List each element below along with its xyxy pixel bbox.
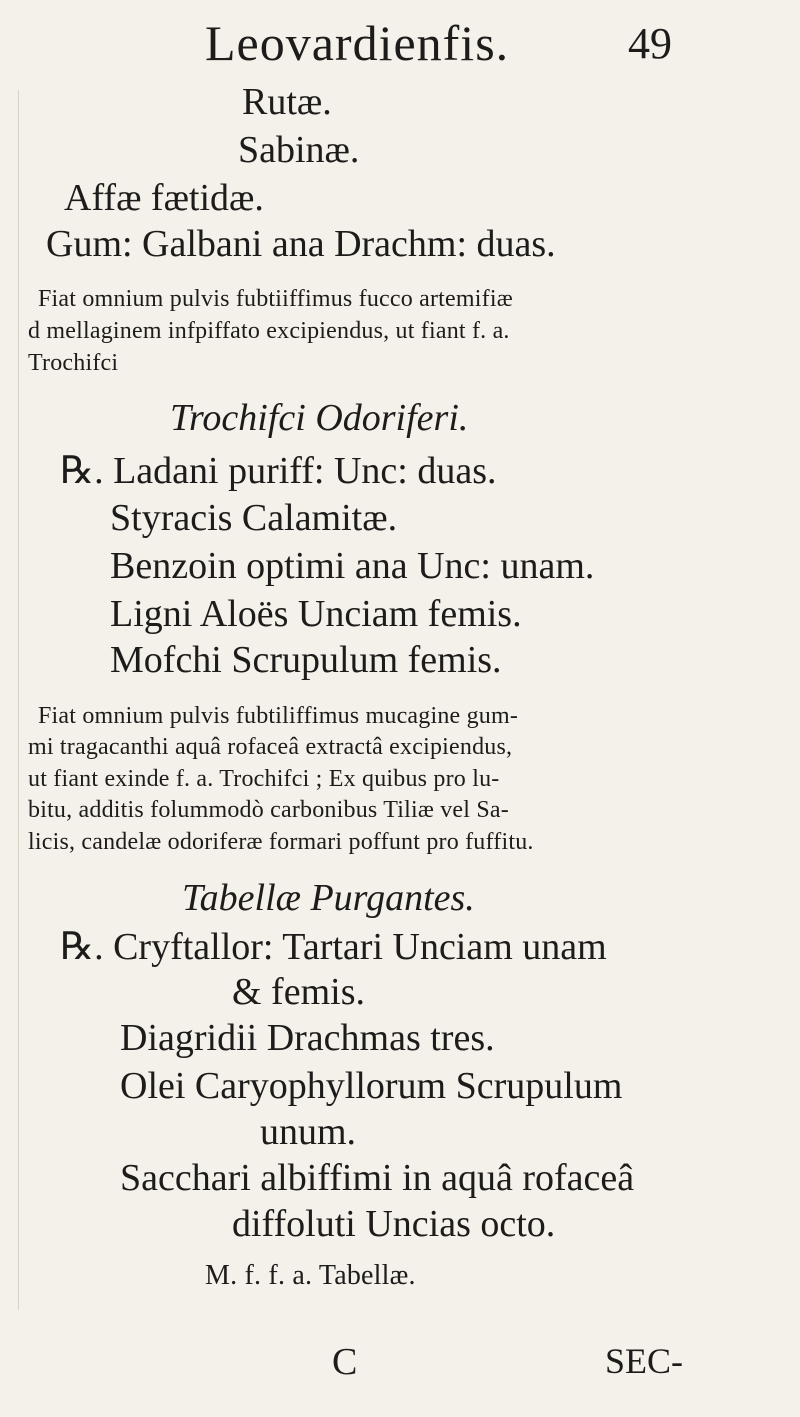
page-number: 49 xyxy=(628,19,672,68)
instruction-line: d mellaginem infpiffato excipiendus, ut fiant f. a. xyxy=(28,318,510,344)
instruction-line: mi tragacanthi aquâ rofaceâ extractâ excipiendus, xyxy=(28,734,513,760)
closing-line: M. f. f. a. Tabellæ. xyxy=(205,1260,416,1291)
ingredient-line: Styracis Calamitæ. xyxy=(110,497,398,539)
instruction-line: bitu, additis folummodò carbonibus Tiliæ vel Sa- xyxy=(28,797,509,823)
ingredient-line: Gum: Galbani ana Drachm: duas. xyxy=(46,223,556,265)
instruction-line: licis, candelæ odoriferæ formari poffunt pro fuffitu. xyxy=(28,829,534,855)
ingredient-line: Mofchi Scrupulum femis. xyxy=(110,639,502,681)
ingredient-line: Rutæ. xyxy=(242,81,332,123)
ingredient-line: Benzoin optimi ana Unc: unam. xyxy=(110,545,595,587)
page-header xyxy=(0,14,800,74)
ingredient-line: diffoluti Uncias octo. xyxy=(232,1203,556,1245)
ingredient-line: Olei Caryophyllorum Scrupulum xyxy=(120,1065,623,1107)
section-heading: Tabellæ Purgantes. xyxy=(182,877,475,919)
ingredient-line: unum. xyxy=(260,1111,357,1153)
ingredient-line: ℞. Ladani puriff: Unc: duas. xyxy=(60,450,497,492)
instruction-line: Fiat omnium pulvis fubtiiffimus fucco artemifiæ xyxy=(38,286,513,312)
page-edge-shadow xyxy=(18,90,19,1310)
instruction-line: ut fiant exinde f. a. Trochifci ; Ex quibus pro lu- xyxy=(28,766,500,792)
ingredient-line: Affæ fætidæ. xyxy=(64,177,264,219)
ingredient-line: Sabinæ. xyxy=(238,129,360,171)
instruction-line: Fiat omnium pulvis fubtiliffimus mucagine gum- xyxy=(38,703,519,729)
ingredient-line: Diagridii Drachmas tres. xyxy=(120,1017,495,1059)
catchword: SEC- xyxy=(605,1341,684,1381)
ingredient-line: ℞. Cryftallor: Tartari Unciam unam xyxy=(60,926,607,968)
page-footer xyxy=(0,1340,800,1400)
ingredient-line: Ligni Aloës Unciam femis. xyxy=(110,593,522,635)
ingredient-line: & femis. xyxy=(232,971,365,1013)
running-title: Leovardienfis. xyxy=(205,15,510,71)
signature-mark: C xyxy=(332,1341,358,1383)
instruction-line: Trochifci xyxy=(28,350,119,376)
section-heading: Trochifci Odoriferi. xyxy=(170,397,469,439)
ingredient-line: Sacchari albiffimi in aquâ rofaceâ xyxy=(120,1157,635,1199)
